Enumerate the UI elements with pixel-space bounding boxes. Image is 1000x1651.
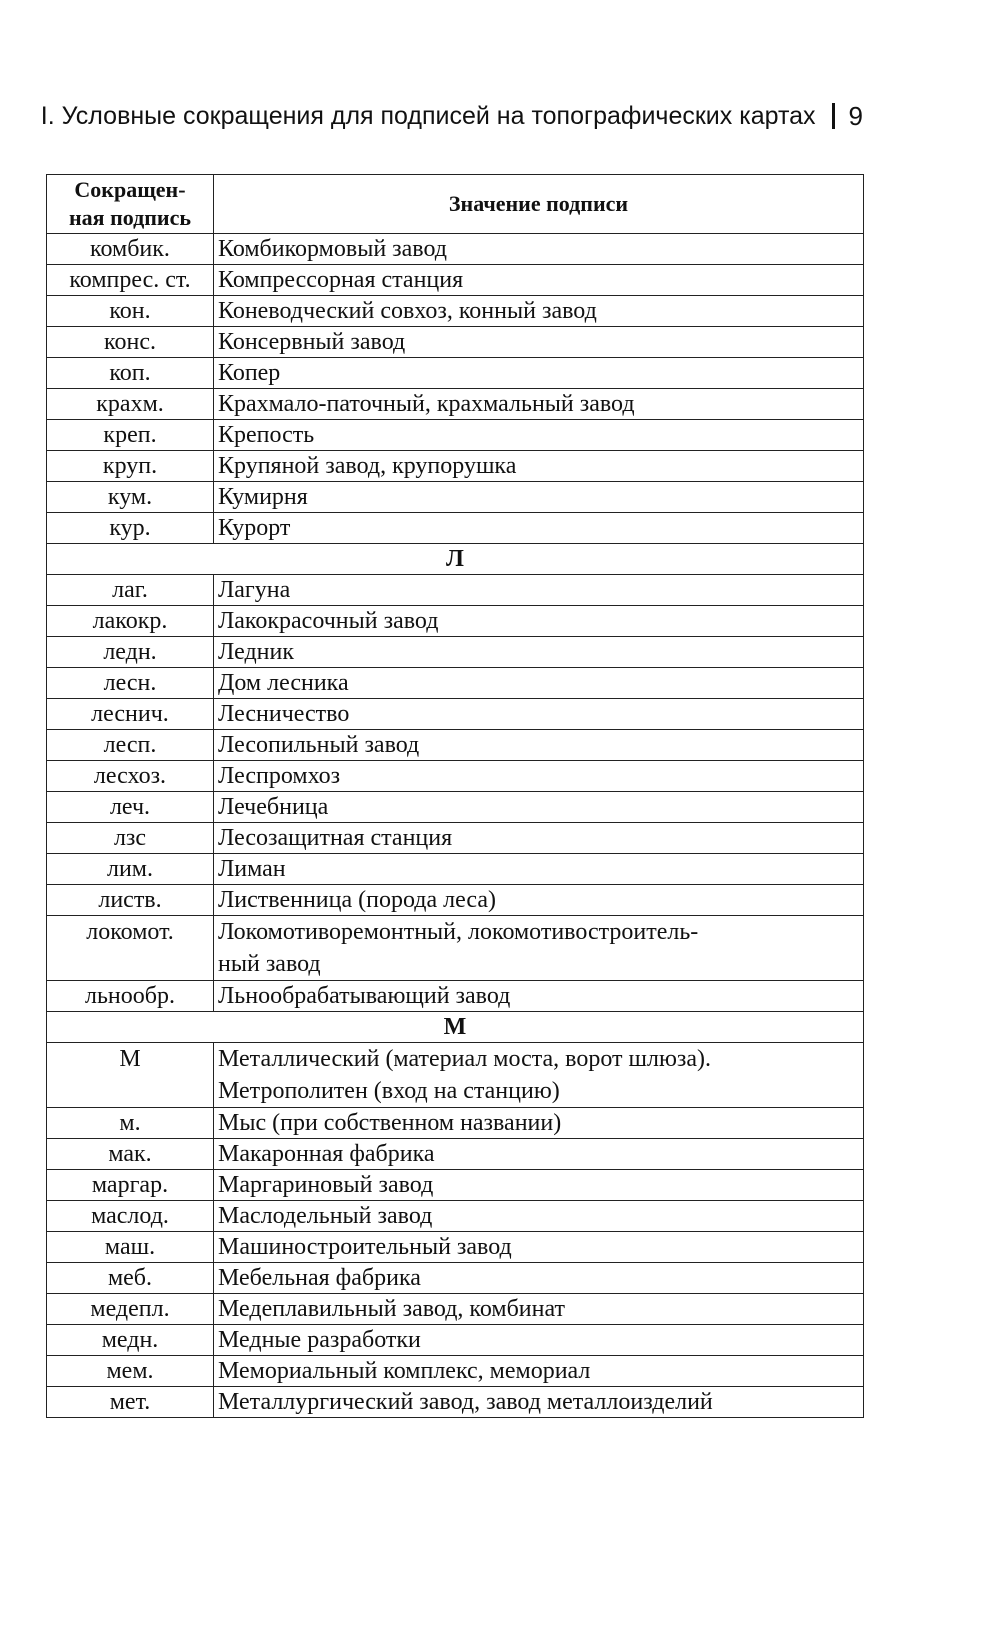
meaning-cell: Машиностроительный завод	[214, 1232, 864, 1263]
abbreviation-cell: ледн.	[47, 637, 214, 668]
meaning-line: Локомотиворемонтный, локомотивостроитель-	[218, 919, 699, 945]
meaning-cell: Лесничество	[214, 699, 864, 730]
meaning-cell: Крупяной завод, крупорушка	[214, 451, 864, 482]
abbreviation-cell: лесп.	[47, 730, 214, 761]
meaning-cell: Консервный завод	[214, 327, 864, 358]
meaning-cell: Компрессорная станция	[214, 265, 864, 296]
table-row	[47, 668, 864, 699]
table-row	[47, 1139, 864, 1170]
table-row	[47, 358, 864, 389]
header-separator	[832, 103, 835, 129]
table-row	[47, 761, 864, 792]
column-header-abbreviation	[47, 175, 214, 234]
meaning-cell: Маслодельный завод	[214, 1201, 864, 1232]
table-row	[47, 1325, 864, 1356]
meaning-cell: Ледник	[214, 637, 864, 668]
meaning-cell: Крепость	[214, 420, 864, 451]
table-row	[47, 327, 864, 358]
table-row	[47, 1108, 864, 1139]
meaning-cell: Лиман	[214, 854, 864, 885]
meaning-cell: Лиственница (порода леса)	[214, 885, 864, 916]
meaning-cell	[214, 916, 864, 981]
meaning-cell: Курорт	[214, 513, 864, 544]
abbreviation-cell: лаг.	[47, 575, 214, 606]
meaning-cell: Копер	[214, 358, 864, 389]
abbreviation-cell: крахм.	[47, 389, 214, 420]
abbreviation-cell: локомот.	[47, 916, 214, 981]
abbreviation-cell: комбик.	[47, 234, 214, 265]
meaning-cell: Мебельная фабрика	[214, 1263, 864, 1294]
abbreviation-cell: лзс	[47, 823, 214, 854]
page-number: 9	[848, 100, 863, 131]
table-row	[47, 1201, 864, 1232]
meaning-cell: Коневодческий совхоз, конный завод	[214, 296, 864, 327]
meaning-cell: Металлургический завод, завод металлоизделий	[214, 1387, 864, 1418]
abbreviation-cell: льнообр.	[47, 981, 214, 1012]
abbreviation-cell: кур.	[47, 513, 214, 544]
table-row	[47, 1263, 864, 1294]
abbreviation-cell: лим.	[47, 854, 214, 885]
table-row	[47, 389, 864, 420]
abbreviation-cell: конс.	[47, 327, 214, 358]
table-row	[47, 637, 864, 668]
abbreviation-cell: мем.	[47, 1356, 214, 1387]
table-row	[47, 575, 864, 606]
meaning-cell: Лесопильный завод	[214, 730, 864, 761]
meaning-cell: Леспромхоз	[214, 761, 864, 792]
meaning-cell: Медеплавильный завод, комбинат	[214, 1294, 864, 1325]
table-row	[47, 1356, 864, 1387]
meaning-cell: Крахмало-паточный, крахмальный завод	[214, 389, 864, 420]
abbreviation-cell: леч.	[47, 792, 214, 823]
abbreviation-cell: м.	[47, 1108, 214, 1139]
table-row	[47, 513, 864, 544]
meaning-cell: Лагуна	[214, 575, 864, 606]
abbreviations-table	[46, 174, 864, 1418]
column-header-abbreviation-line1: Сокращен-	[74, 177, 186, 202]
meaning-cell: Дом лесника	[214, 668, 864, 699]
table-row	[47, 730, 864, 761]
table-row	[47, 451, 864, 482]
abbreviation-cell: листв.	[47, 885, 214, 916]
table-row	[47, 1294, 864, 1325]
meaning-cell: Мемориальный комплекс, мемориал	[214, 1356, 864, 1387]
abbreviation-cell: меб.	[47, 1263, 214, 1294]
meaning-cell: Макаронная фабрика	[214, 1139, 864, 1170]
abbreviation-cell: лакокр.	[47, 606, 214, 637]
abbreviation-cell: коп.	[47, 358, 214, 389]
table-row	[47, 699, 864, 730]
page-title: I. Условные сокращения для подписей на топографических картах	[40, 101, 816, 130]
abbreviation-cell: медн.	[47, 1325, 214, 1356]
table-row	[47, 1170, 864, 1201]
meaning-cell: Кумирня	[214, 482, 864, 513]
abbreviation-cell: лесн.	[47, 668, 214, 699]
abbreviation-cell: мак.	[47, 1139, 214, 1170]
column-header-meaning: Значение подписи	[214, 175, 864, 234]
table-row	[47, 1232, 864, 1263]
abbreviation-cell: маш.	[47, 1232, 214, 1263]
meaning-cell: Лакокрасочный завод	[214, 606, 864, 637]
meaning-line: ный завод	[218, 951, 321, 977]
column-header-abbreviation-line2: ная подпись	[69, 205, 191, 230]
abbreviation-cell: кон.	[47, 296, 214, 327]
table-row	[47, 916, 864, 981]
meaning-line: Метрополитен (вход на станцию)	[218, 1078, 560, 1104]
abbreviation-cell: лесхоз.	[47, 761, 214, 792]
meaning-cell: Лесозащитная станция	[214, 823, 864, 854]
table-row	[47, 1387, 864, 1418]
abbreviation-cell: маслод.	[47, 1201, 214, 1232]
table-row	[47, 981, 864, 1012]
table-body	[47, 234, 864, 1418]
table-row	[47, 885, 864, 916]
meaning-cell: Медные разработки	[214, 1325, 864, 1356]
table-row	[47, 792, 864, 823]
meaning-cell: Маргариновый завод	[214, 1170, 864, 1201]
letter-section-row	[47, 1012, 864, 1043]
abbreviation-cell: М	[47, 1043, 214, 1108]
table-row	[47, 606, 864, 637]
table-row	[47, 823, 864, 854]
table-row	[47, 482, 864, 513]
abbreviation-cell: креп.	[47, 420, 214, 451]
abbreviation-cell: леснич.	[47, 699, 214, 730]
meaning-cell	[214, 1043, 864, 1108]
table-row	[47, 420, 864, 451]
section-letter: М	[47, 1012, 864, 1043]
running-head	[33, 98, 863, 134]
abbreviation-cell: компрес. ст.	[47, 265, 214, 296]
meaning-cell: Лечебница	[214, 792, 864, 823]
letter-section-row	[47, 544, 864, 575]
abbreviation-cell: маргар.	[47, 1170, 214, 1201]
meaning-cell: Льнообрабатывающий завод	[214, 981, 864, 1012]
table-row	[47, 265, 864, 296]
abbreviation-cell: кум.	[47, 482, 214, 513]
table-row	[47, 234, 864, 265]
table-row	[47, 296, 864, 327]
abbreviation-cell: мет.	[47, 1387, 214, 1418]
meaning-cell: Комбикормовый завод	[214, 234, 864, 265]
meaning-line: Металлический (материал моста, ворот шлюза).	[218, 1046, 712, 1072]
table-header-row	[47, 175, 864, 234]
section-letter: Л	[47, 544, 864, 575]
meaning-cell: Мыс (при собственном названии)	[214, 1108, 864, 1139]
table-row	[47, 1043, 864, 1108]
table-row	[47, 854, 864, 885]
abbreviation-cell: круп.	[47, 451, 214, 482]
abbreviation-cell: медепл.	[47, 1294, 214, 1325]
